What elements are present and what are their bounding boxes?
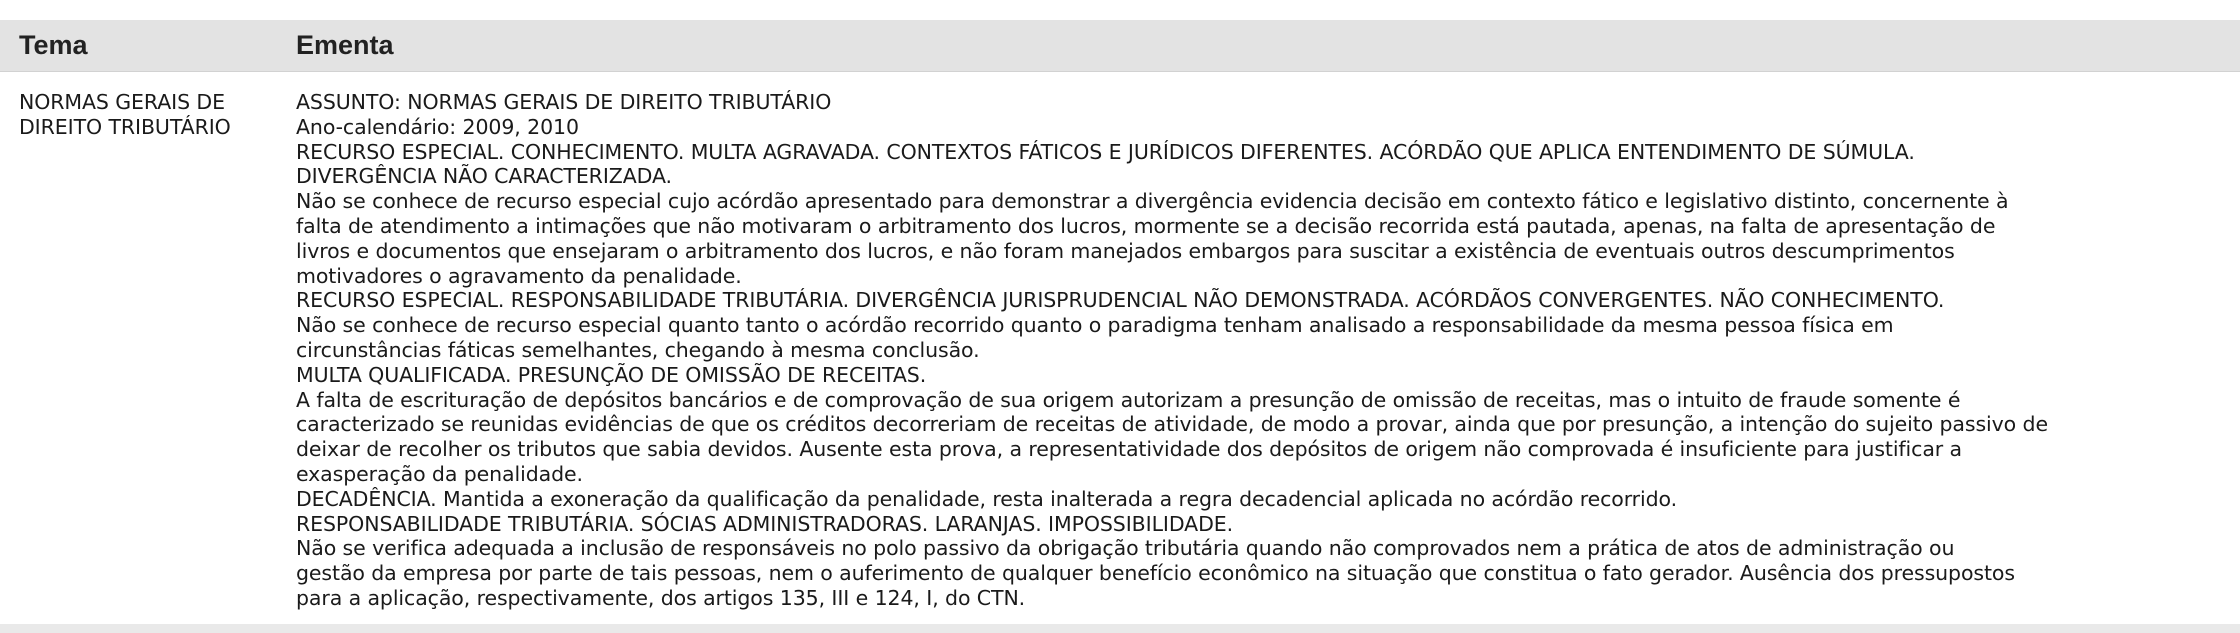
ementa-line: Não se conhece de recurso especial cujo acórdão apresentado para demonstrar a divergência evidencia decisão em contexto fático e legislativo distinto, concernente à bbox=[296, 189, 2009, 214]
tema-line: NORMAS GERAIS DE bbox=[19, 90, 225, 114]
ementa-line: DIVERGÊNCIA NÃO CARACTERIZADA. bbox=[296, 164, 672, 189]
ementa-line: DECADÊNCIA. Mantida a exoneração da qualificação da penalidade, resta inalterada a regra decadencial aplicada no acórdão recorrido. bbox=[296, 486, 1678, 511]
ementa-cell bbox=[296, 90, 2240, 611]
tema-line: DIREITO TRIBUTÁRIO bbox=[19, 115, 231, 139]
ementa-line: Não se verifica adequada a inclusão de responsáveis no polo passivo da obrigação tributária quando não comprovados nem a prática de atos de administração ou bbox=[296, 536, 1955, 561]
column-header-tema[interactable]: Tema bbox=[19, 30, 88, 60]
table-header-row bbox=[0, 20, 2240, 72]
ementa-line: RESPONSABILIDADE TRIBUTÁRIA. SÓCIAS ADMINISTRADORAS. LARANJAS. IMPOSSIBILIDADE. bbox=[296, 511, 1234, 536]
ementa-line: motivadores o agravamento da penalidade. bbox=[296, 263, 742, 288]
table-row bbox=[0, 72, 2240, 611]
ementa-line: falta de atendimento a intimações que não motivaram o arbitramento dos lucros, mormente se a decisão recorrida está pautada, apenas, na falta de apresentação de bbox=[296, 213, 1996, 238]
ementa-line: deixar de recolher os tributos que sabia devidos. Ausente esta prova, a representatividade dos depósitos de origem não comprovada é insuficiente para justificar a bbox=[296, 437, 1962, 462]
ementa-text bbox=[296, 90, 2222, 611]
ementa-line: Ano-calendário: 2009, 2010 bbox=[296, 114, 579, 139]
ementa-line: RECURSO ESPECIAL. RESPONSABILIDADE TRIBUTÁRIA. DIVERGÊNCIA JURISPRUDENCIAL NÃO DEMONSTRADA. ACÓRDÃOS CONVERGENTES. NÃO CONHECIMENTO. bbox=[296, 288, 1945, 313]
ementa-line: livros e documentos que ensejaram o arbitramento dos lucros, e não foram manejados embargos para suscitar a existência de eventuais outros descumprimentos bbox=[296, 238, 1955, 263]
tema-cell bbox=[0, 90, 296, 611]
results-table bbox=[0, 20, 2240, 611]
ementa-line: MULTA QUALIFICADA. PRESUNÇÃO DE OMISSÃO DE RECEITAS. bbox=[296, 362, 927, 387]
ementa-line: exasperação da penalidade. bbox=[296, 461, 583, 486]
ementa-line: Não se conhece de recurso especial quanto tanto o acórdão recorrido quanto o paradigma tenham analisado a responsabilidade da mesma pessoa física em bbox=[296, 313, 1894, 338]
ementa-line: RECURSO ESPECIAL. CONHECIMENTO. MULTA AGRAVADA. CONTEXTOS FÁTICOS E JURÍDICOS DIFERENTES. ACÓRDÃO QUE APLICA ENTENDIMENTO DE SÚMULA. bbox=[296, 139, 1915, 164]
ementa-line: para a aplicação, respectivamente, dos artigos 135, III e 124, I, do CTN. bbox=[296, 585, 1026, 610]
tema-text bbox=[19, 90, 279, 140]
ementa-line: circunstâncias fáticas semelhantes, chegando à mesma conclusão. bbox=[296, 337, 980, 362]
ementa-line: caracterizado se reunidas evidências de que os créditos decorreriam de receitas de atividade, de modo a provar, ainda que por presunção, a intenção do sujeito passivo de bbox=[296, 412, 2048, 437]
ementa-line: A falta de escrituração de depósitos bancários e de comprovação de sua origem autorizam a presunção de omissão de receitas, mas o intuito de fraude somente é bbox=[296, 387, 1961, 412]
ementa-line: gestão da empresa por parte de tais pessoas, nem o auferimento de qualquer benefício econômico na situação que constitua o fato gerador. Ausência dos pressupostos bbox=[296, 561, 2015, 586]
ementa-line: ASSUNTO: NORMAS GERAIS DE DIREITO TRIBUTÁRIO bbox=[296, 90, 832, 114]
column-header-ementa[interactable]: Ementa bbox=[296, 30, 394, 60]
table-bottom-border bbox=[0, 624, 2240, 633]
